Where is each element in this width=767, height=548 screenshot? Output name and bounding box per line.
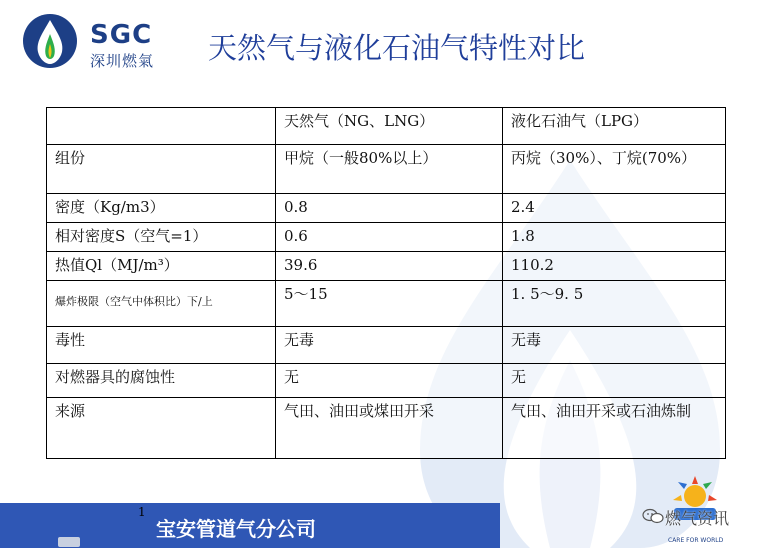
table-cell: 39.6 [276,252,503,281]
flame-logo-icon [22,12,78,70]
table-cell: 110.2 [503,252,726,281]
comparison-table [46,107,726,459]
table-row [47,364,726,398]
table-cell: 无毒 [276,327,503,364]
header-cell [47,108,276,145]
table-cell: 2.4 [503,194,726,223]
table-cell: 组份 [47,145,276,194]
table-row [47,252,726,281]
header-cell: 天然气（NG、LNG） [276,108,503,145]
table-cell: 热值Ql（MJ/m³） [47,252,276,281]
table-cell: 气田、油田开采或石油炼制 [503,398,726,459]
watermark-text: 燃气资讯 [665,509,730,528]
table-cell: 无 [276,364,503,398]
table-header-row [47,108,726,145]
table-cell: 丙烷（30%）、丁烷(70%） [503,145,726,194]
table-cell: 5～15 [276,281,503,327]
table-cell: 甲烷（一般80%以上） [276,145,503,194]
table-row [47,145,726,194]
table-cell: 无 [503,364,726,398]
table-cell: 对燃器具的腐蚀性 [47,364,276,398]
page-number: 1 [138,505,146,519]
table-cell: 相对密度S（空气=1） [47,223,276,252]
table-row [47,281,726,327]
header-cell: 液化石油气（LPG） [503,108,726,145]
table-cell: 密度（Kg/m3） [47,194,276,223]
table-cell: 爆炸极限（空气中体积比）下/上 [47,281,276,327]
wechat-icon [642,508,664,524]
table-cell: 1. 5～9. 5 [503,281,726,327]
table-row [47,398,726,459]
table-row [47,327,726,364]
footer-company-name: 宝安管道气分公司 [156,517,316,541]
logo-sgc-text: SGC [90,20,153,50]
table-row [47,194,726,223]
table-cell: 1.8 [503,223,726,252]
table-cell: 0.8 [276,194,503,223]
table-cell: 0.6 [276,223,503,252]
table-cell: 毒性 [47,327,276,364]
table-cell: 气田、油田或煤田开采 [276,398,503,459]
slide-control-icon [58,537,80,547]
page-title: 天然气与液化石油气特性对比 [208,31,586,65]
logo-chinese-text: 深圳燃氣 [90,52,155,70]
table-cell: 无毒 [503,327,726,364]
table-cell: 来源 [47,398,276,459]
sgc-logo [22,12,182,72]
table-row [47,223,726,252]
watermark-subtext: CARE FOR WORLD [668,537,724,544]
